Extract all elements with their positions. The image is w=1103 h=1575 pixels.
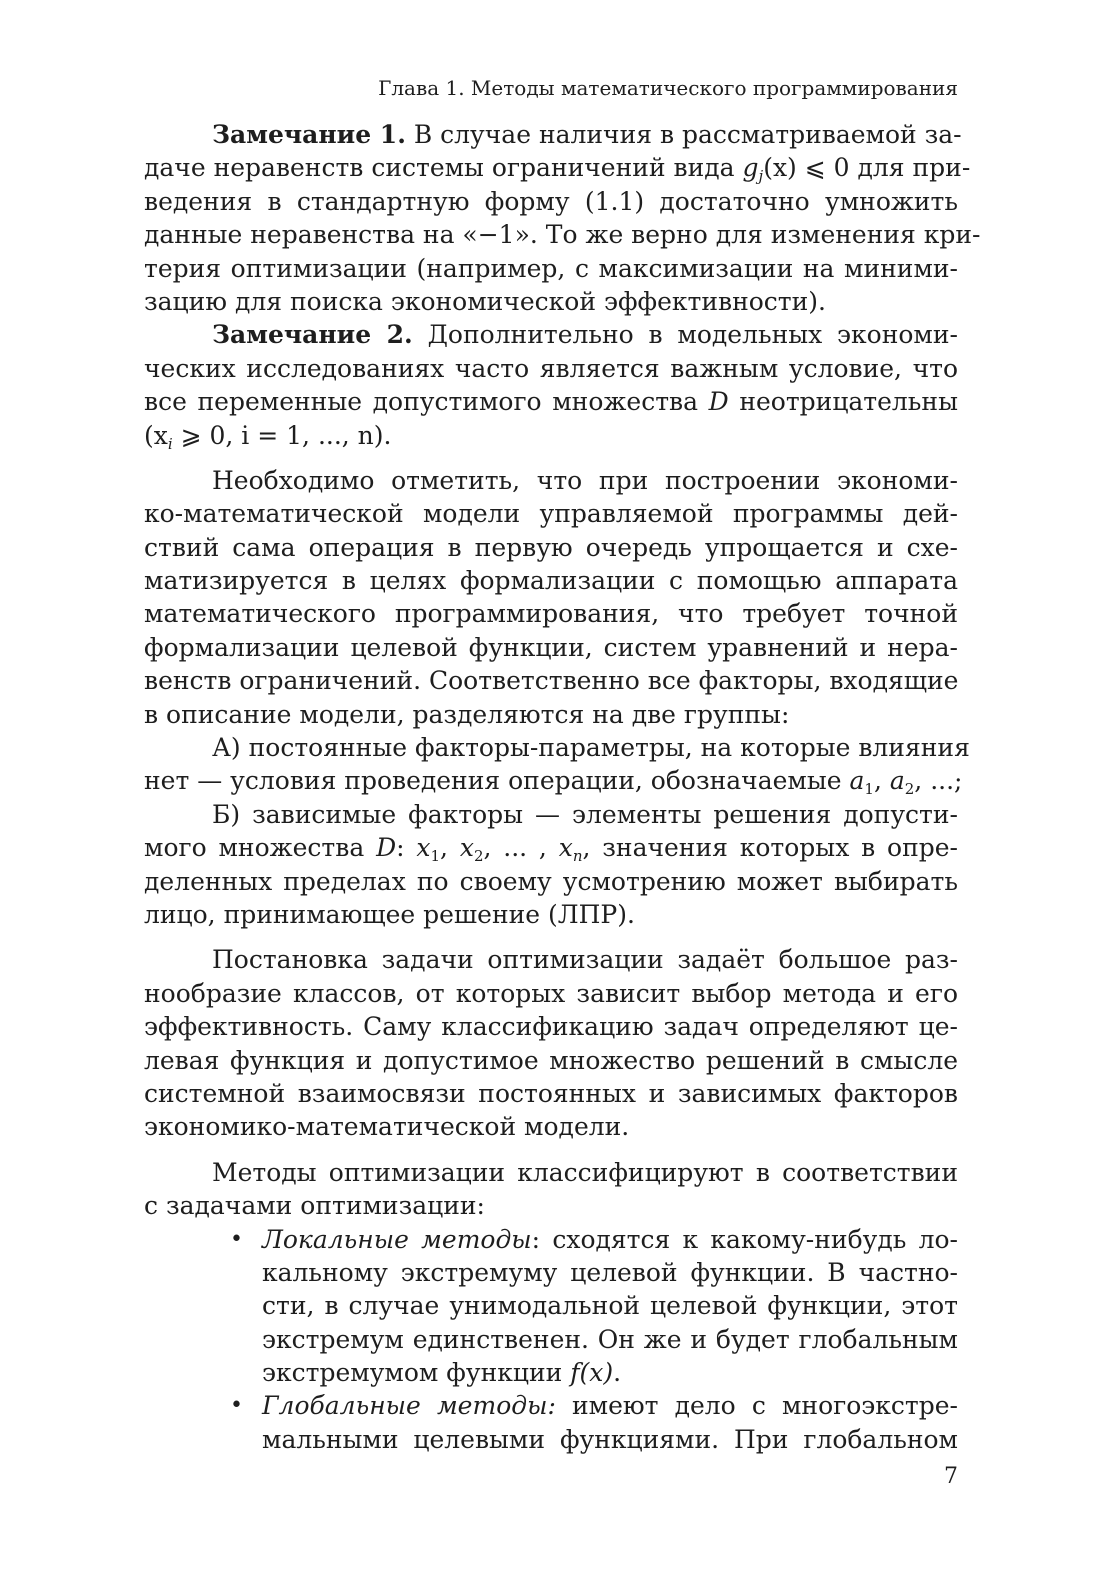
remark-1: Замечание 1. В случае наличия в рассматриваемой за- даче неравенств системы ограничений вида $g_j(x)$ ⩽ 0 для при- ведения в стандартную форму (1.1) достаточно умножить данные неравенства на «−1». То же верно для изменения кри- терия оптимизации (например, с максимизации на миними- зацию для поиска экономической эффективности). (144, 120, 981, 316)
remark-2-label: Замечание 2. (212, 320, 413, 350)
group-a: А) постоянные факторы-параметры, на которые влияния нет — условия проведения операции, обозначаемые $a_1$, $a_2$, ...; (144, 733, 970, 799)
body-text (144, 118, 981, 1456)
running-header: Глава 1. Методы математического программирования (378, 76, 958, 100)
bullet-icon: • (230, 1226, 243, 1252)
page (144, 70, 981, 1456)
page-number: 7 (944, 1464, 958, 1489)
list-item: • Локальные методы: сходятся к какому-нибудь ло- кальному экстремуму целевой функции. В частно- сти, в случае унимодальной целевой функции, этот экстремум единственен. Он же и будет глобальным экстремумом функции f(x). (230, 1224, 958, 1388)
list-item: • Глобальные методы: имеют дело с многоэкстре- мальными целевыми функциями. При глобальном (230, 1391, 958, 1454)
paragraph-classification: Постановка задачи оптимизации задаёт большое раз- нообразие классов, от которых зависит выбор метода и его эффективность. Саму классификацию задач определяют це- левая функция и допустимое множество решений в смысле системной взаимосвязи постоянных и зависимых факторов экономико-математической модели. (144, 945, 958, 1142)
paragraph-methods: Методы оптимизации классифицируют в соответствии с задачами оптимизации: (144, 1157, 958, 1221)
paragraph-model-factors: Необходимо отметить, что при построении экономи- ко-математической модели управляемой программы дей- ствий сама операция в первую очередь упрощается и схе- матизируется в целях формализации с помощью аппарата математического программирования, что требует точной формализации целевой функции, систем уравнений и нера- венств ограничений. Соответственно все факторы, входящие в описание модели, разделяются на две группы: (144, 465, 959, 729)
group-b: Б) зависимые факторы — элементы решения допусти- мого множества D: $x_1$, $x_2$, ... , $x_n$, значения которых в опре- деленных пределах по своему усмотрению может выбирать лицо, принимающее решение (ЛПР). (144, 799, 958, 929)
remark-1-label: Замечание 1. (212, 120, 406, 149)
bullet-icon: • (230, 1393, 243, 1419)
remark-2: Замечание 2. Дополнительно в модельных экономи- ческих исследованиях часто является важным условие, что все переменные допустимого множества D неотрицательны ($x_i$ ⩾ 0, i = 1, ..., n). (144, 320, 958, 453)
